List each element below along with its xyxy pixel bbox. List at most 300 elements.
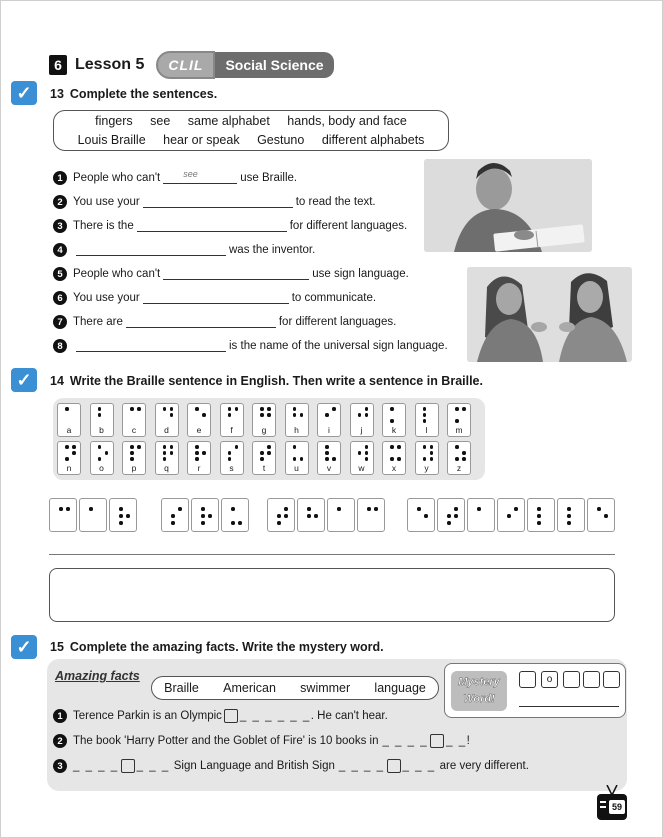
answer-blank[interactable]	[143, 196, 293, 208]
braille-dot	[238, 521, 242, 525]
braille-letter-b	[90, 403, 114, 437]
braille-letter-c	[122, 403, 146, 437]
sentence-number: 6	[53, 291, 67, 305]
braille-dot	[537, 507, 541, 511]
braille-dot	[170, 451, 174, 455]
braille-letter-k	[382, 403, 406, 437]
braille-letter-label: a	[66, 425, 72, 435]
braille-letter-g	[252, 403, 276, 437]
braille-dot	[430, 451, 434, 455]
braille-letter-l	[415, 403, 439, 437]
braille-dot	[567, 507, 571, 511]
fact-text-middle: Sign Language and British Sign	[173, 760, 335, 772]
braille-dot	[130, 445, 134, 449]
braille-sentence-cell	[587, 498, 615, 532]
braille-dot	[455, 419, 459, 423]
braille-dot	[119, 514, 123, 518]
braille-letter-r	[187, 441, 211, 475]
girls-signing-photo	[467, 267, 632, 362]
braille-letter-label: y	[424, 463, 429, 473]
braille-dot	[98, 407, 102, 411]
braille-letter-w	[350, 441, 374, 475]
braille-letter-e	[187, 403, 211, 437]
braille-letter-label: q	[164, 463, 169, 473]
tv-speaker-icon	[600, 806, 606, 808]
fact-text-after: are very different.	[439, 760, 529, 772]
braille-dot	[163, 407, 167, 411]
word-bank-item: same alphabet	[187, 114, 270, 128]
page-number: 59	[609, 800, 625, 814]
braille-sentence-cell	[221, 498, 249, 532]
mystery-label-line-1: Mystery	[458, 676, 500, 688]
braille-letter-y	[415, 441, 439, 475]
braille-letter-label: g	[261, 425, 267, 435]
braille-letter-s	[220, 441, 244, 475]
braille-dot	[325, 457, 329, 461]
braille-dot	[267, 407, 271, 411]
braille-dot	[260, 451, 264, 455]
braille-dot	[597, 507, 601, 511]
lesson-header	[49, 51, 334, 79]
answer-blank[interactable]	[143, 292, 289, 304]
amazing-facts-label: Amazing facts	[55, 669, 140, 683]
braille-letter-label: m	[455, 425, 463, 435]
braille-dot	[202, 413, 206, 417]
braille-dot	[307, 507, 311, 511]
braille-dot	[119, 507, 123, 511]
braille-dot	[98, 457, 102, 461]
braille-letter-label: e	[196, 425, 202, 435]
braille-dot	[537, 521, 541, 525]
braille-dot	[98, 445, 102, 449]
braille-dot	[231, 521, 235, 525]
braille-dot	[337, 507, 341, 511]
braille-dot	[195, 457, 199, 461]
fact-1	[53, 709, 388, 723]
letter-dashes[interactable]: _ _ _ _ _ _	[239, 710, 311, 722]
braille-dot	[130, 407, 134, 411]
fact-number-2-icon: 2	[53, 734, 67, 748]
braille-sentence-cell	[49, 498, 77, 532]
braille-dot	[300, 413, 304, 417]
sentence-4	[53, 243, 315, 257]
mystery-letter-slot[interactable]	[121, 759, 135, 773]
braille-letter-p	[122, 441, 146, 475]
mystery-letter-box[interactable]	[603, 671, 620, 688]
mystery-letter-box: o	[541, 671, 558, 688]
braille-dot	[430, 457, 434, 461]
mystery-word-label	[451, 671, 507, 711]
braille-letter-v	[317, 441, 341, 475]
braille-dot	[367, 507, 371, 511]
braille-dot	[65, 407, 69, 411]
word-bank-item: swimmer	[300, 681, 351, 695]
braille-dot	[365, 413, 369, 417]
subject-label: Social Science	[215, 52, 333, 78]
braille-dot	[567, 514, 571, 518]
answer-blank[interactable]	[76, 340, 226, 352]
braille-letter-label: t	[262, 463, 266, 473]
braille-dot	[228, 413, 232, 417]
braille-sentence-cell	[357, 498, 385, 532]
braille-dot	[267, 445, 271, 449]
braille-sentence-cell	[267, 498, 295, 532]
braille-dot	[195, 445, 199, 449]
braille-writing-box[interactable]	[49, 568, 615, 622]
sentence-number: 7	[53, 315, 67, 329]
braille-sentence-cell	[79, 498, 107, 532]
lesson-title: Lesson 5	[75, 56, 145, 73]
braille-dot	[325, 451, 329, 455]
braille-dot	[358, 413, 362, 417]
fact-number-1-icon: 1	[53, 709, 67, 723]
braille-dot	[195, 451, 199, 455]
mystery-word-line[interactable]	[519, 706, 619, 707]
sentence-text-before: People who can't	[73, 172, 161, 184]
braille-dot	[447, 514, 451, 518]
sentence-number: 5	[53, 267, 67, 281]
braille-dot	[293, 407, 297, 411]
braille-dot	[462, 451, 466, 455]
braille-dot	[365, 457, 369, 461]
braille-letter-label: d	[164, 425, 169, 435]
braille-dot	[390, 407, 394, 411]
braille-letter-u	[285, 441, 309, 475]
braille-dot	[423, 407, 427, 411]
mystery-word-box	[444, 663, 626, 718]
letter-dashes[interactable]: _ _ _	[136, 760, 170, 772]
mystery-letter-slot[interactable]	[224, 709, 238, 723]
sentence-1	[53, 171, 297, 185]
braille-dot	[137, 445, 141, 449]
braille-dot	[65, 445, 69, 449]
braille-dot	[170, 407, 174, 411]
fact-text-after: !	[466, 735, 470, 747]
braille-letter-label: s	[229, 463, 234, 473]
mystery-label-line-2: Word!	[463, 693, 495, 705]
braille-letter-label: l	[425, 425, 428, 435]
sentence-6	[53, 291, 376, 305]
exercise-14-instruction: Write the Braille sentence in English. Then write a sentence in Braille.	[69, 374, 483, 388]
exercise-14-title	[50, 374, 483, 388]
braille-dot	[417, 507, 421, 511]
braille-dot	[454, 514, 458, 518]
braille-dot	[430, 445, 434, 449]
braille-letter-label: b	[99, 425, 104, 435]
sentence-3	[53, 219, 407, 233]
word-bank-item: hear or speak	[163, 133, 240, 147]
word-bank-15	[151, 676, 439, 700]
sentence-text-before: There is the	[73, 220, 134, 232]
fact-text-before: The book 'Harry Potter and the Goblet of Fire' is 10 books in	[73, 735, 379, 747]
braille-letter-label: r	[197, 463, 201, 473]
sentence-number: 2	[53, 195, 67, 209]
sentence-text-after: use Braille.	[240, 172, 298, 184]
braille-sentence-cell	[191, 498, 219, 532]
letter-dashes[interactable]: _ _	[446, 735, 467, 747]
braille-dot	[293, 457, 297, 461]
braille-letter-j	[350, 403, 374, 437]
braille-letter-label: c	[131, 425, 137, 435]
braille-sentence-cell	[467, 498, 495, 532]
sentence-text-after: for different languages.	[289, 220, 408, 232]
braille-dot	[98, 413, 102, 417]
braille-dot	[277, 521, 281, 525]
answer-blank[interactable]	[126, 316, 276, 328]
exercise-13-title	[50, 87, 217, 101]
braille-dot	[163, 451, 167, 455]
braille-dot	[72, 451, 76, 455]
mystery-letter-box[interactable]	[583, 671, 600, 688]
braille-letter-label: j	[360, 425, 363, 435]
word-bank-item: language	[374, 681, 426, 695]
sentence-text-after: use sign language.	[312, 268, 409, 280]
braille-letter-label: o	[99, 463, 104, 473]
boy-reading-braille-photo	[424, 159, 592, 252]
braille-dot	[66, 507, 70, 511]
tv-speaker-icon	[600, 801, 606, 803]
braille-dot	[332, 407, 336, 411]
lesson-number: 6	[49, 55, 67, 75]
braille-dot	[397, 457, 401, 461]
sentence-number: 3	[53, 219, 67, 233]
braille-dot	[72, 445, 76, 449]
sentence-text-before: You use your	[73, 196, 140, 208]
fact-text-before: Terence Parkin is an Olympic	[73, 710, 222, 722]
braille-dot	[163, 445, 167, 449]
sentence-text-after: for different languages.	[278, 316, 397, 328]
braille-dot	[201, 514, 205, 518]
braille-dot	[455, 407, 459, 411]
braille-dot	[462, 407, 466, 411]
braille-dot	[171, 514, 175, 518]
exercise-13-number: 13	[50, 87, 64, 101]
braille-dot	[604, 514, 608, 518]
sentence-5	[53, 267, 409, 281]
braille-dot	[170, 413, 174, 417]
braille-dot	[307, 514, 311, 518]
answer-blank[interactable]	[163, 268, 309, 280]
braille-dot	[447, 521, 451, 525]
letter-dashes[interactable]: _ _ _	[402, 760, 436, 772]
braille-letter-x	[382, 441, 406, 475]
sentence-text-after: was the inventor.	[229, 244, 316, 256]
word-bank-13	[53, 110, 449, 151]
mystery-letter-slot[interactable]	[430, 734, 444, 748]
answer-blank[interactable]	[76, 244, 226, 256]
answer-blank[interactable]	[163, 169, 237, 184]
braille-dot	[267, 451, 271, 455]
braille-dot	[325, 445, 329, 449]
braille-dot	[507, 514, 511, 518]
braille-dot	[126, 514, 130, 518]
braille-letter-q	[155, 441, 179, 475]
braille-sentence-cell	[557, 498, 585, 532]
braille-dot	[423, 445, 427, 449]
braille-letter-label: f	[230, 425, 233, 435]
braille-dot	[195, 407, 199, 411]
sentence-text-before: People who can't	[73, 268, 161, 280]
braille-dot	[202, 451, 206, 455]
braille-letter-m	[447, 403, 471, 437]
word-bank-item: different alphabets	[321, 133, 425, 147]
braille-sentence-cell	[109, 498, 137, 532]
word-bank-row-1	[54, 112, 448, 131]
word-bank-item: Gestuno	[257, 133, 305, 147]
braille-dot	[228, 407, 232, 411]
braille-dot	[231, 507, 235, 511]
mystery-letter-slot[interactable]	[387, 759, 401, 773]
braille-sentence-cell	[161, 498, 189, 532]
word-bank-item: fingers	[95, 114, 133, 128]
braille-dot	[454, 507, 458, 511]
braille-letter-label: p	[131, 463, 137, 473]
braille-letter-h	[285, 403, 309, 437]
braille-dot	[537, 514, 541, 518]
page-number-badge	[597, 794, 627, 820]
braille-dot	[260, 413, 264, 417]
braille-dot	[365, 445, 369, 449]
braille-dot	[390, 419, 394, 423]
braille-dot	[423, 419, 427, 423]
braille-dot	[390, 457, 394, 461]
sentence-8	[53, 339, 448, 353]
braille-dot	[201, 507, 205, 511]
braille-dot	[267, 413, 271, 417]
sentence-text-before: There are	[73, 316, 123, 328]
braille-dot	[170, 445, 174, 449]
braille-letter-i	[317, 403, 341, 437]
braille-dot	[228, 457, 232, 461]
exercise-15-title	[50, 640, 384, 654]
mystery-letter-box[interactable]	[563, 671, 580, 688]
braille-sentence-cell	[297, 498, 325, 532]
example-answer: see	[183, 169, 198, 179]
mystery-letter-box[interactable]	[519, 671, 536, 688]
clil-label: CLIL	[156, 51, 215, 79]
letter-dashes[interactable]: _ _ _ _	[73, 760, 119, 772]
braille-letter-label: v	[326, 463, 332, 473]
braille-letter-label: x	[391, 463, 397, 473]
braille-dot	[65, 457, 69, 461]
braille-dot	[358, 451, 362, 455]
braille-letter-label: w	[358, 463, 365, 473]
braille-sentence-cell	[497, 498, 525, 532]
braille-dot	[284, 507, 288, 511]
braille-dot	[89, 507, 93, 511]
braille-dot	[130, 451, 134, 455]
braille-dot	[390, 445, 394, 449]
braille-dot	[235, 445, 239, 449]
braille-dot	[314, 514, 318, 518]
braille-dot	[462, 457, 466, 461]
braille-dot	[365, 451, 369, 455]
sentence-number: 4	[53, 243, 67, 257]
exercise-15-checkbox-icon[interactable]: ✓	[11, 635, 37, 659]
braille-dot	[119, 521, 123, 525]
braille-sentence-cell	[527, 498, 555, 532]
braille-dot	[293, 413, 297, 417]
word-bank-item: see	[150, 114, 171, 128]
braille-dot	[423, 457, 427, 461]
braille-dot	[397, 445, 401, 449]
word-bank-item: Louis Braille	[77, 133, 146, 147]
exercise-14-number: 14	[50, 374, 64, 388]
braille-dot	[514, 507, 518, 511]
braille-dot	[424, 514, 428, 518]
word-bank-item: hands, body and face	[287, 114, 407, 128]
braille-letter-o	[90, 441, 114, 475]
letter-dashes[interactable]: _ _ _ _	[382, 735, 429, 747]
braille-letter-t	[252, 441, 276, 475]
braille-dot	[59, 507, 63, 511]
braille-dot	[374, 507, 378, 511]
fact-number-3-icon: 3	[53, 759, 67, 773]
braille-letter-label: n	[66, 463, 72, 473]
fact-text-after: . He can't hear.	[310, 710, 388, 722]
exercise-13-instruction: Complete the sentences.	[69, 87, 218, 101]
braille-sentence-cell	[407, 498, 435, 532]
braille-dot	[105, 451, 109, 455]
braille-sentence-cell	[327, 498, 355, 532]
braille-dot	[163, 457, 167, 461]
braille-letter-z	[447, 441, 471, 475]
braille-dot	[130, 457, 134, 461]
subject-banner	[156, 51, 333, 79]
braille-dot	[201, 521, 205, 525]
braille-dot	[300, 457, 304, 461]
braille-dot	[277, 514, 281, 518]
braille-dot	[332, 457, 336, 461]
sentence-number: 1	[53, 171, 67, 185]
braille-dot	[455, 457, 459, 461]
braille-letter-label: i	[328, 425, 330, 435]
exercise-15-number: 15	[50, 640, 64, 654]
braille-letter-n	[57, 441, 81, 475]
fact-2	[53, 734, 470, 748]
braille-dot	[325, 413, 329, 417]
braille-letter-f	[220, 403, 244, 437]
sentence-2	[53, 195, 376, 209]
word-bank-row-2	[54, 131, 448, 150]
braille-letter-a	[57, 403, 81, 437]
braille-dot	[235, 407, 239, 411]
exercise-14-checkbox-icon[interactable]: ✓	[11, 368, 37, 392]
letter-dashes[interactable]: _ _ _ _	[338, 760, 385, 772]
braille-letter-label: h	[294, 425, 299, 435]
braille-letter-label: u	[294, 463, 299, 473]
braille-dot	[178, 507, 182, 511]
sentence-text-after: is the name of the universal sign language.	[229, 340, 448, 352]
exercise-13-checkbox-icon[interactable]: ✓	[11, 81, 37, 105]
braille-dot	[284, 514, 288, 518]
sentence-text-before: You use your	[73, 292, 140, 304]
answer-blank[interactable]	[137, 220, 287, 232]
exercise-15-instruction: Complete the amazing facts. Write the mystery word.	[69, 640, 384, 654]
answer-line[interactable]	[49, 554, 615, 555]
braille-dot	[208, 514, 212, 518]
word-bank-item: Braille	[164, 681, 199, 695]
braille-dot	[567, 521, 571, 525]
sentence-text-after: to read the text.	[295, 196, 376, 208]
braille-dot	[477, 507, 481, 511]
braille-dot	[293, 445, 297, 449]
braille-sentence-cell	[437, 498, 465, 532]
braille-dot	[455, 445, 459, 449]
braille-dot	[365, 407, 369, 411]
braille-dot	[260, 407, 264, 411]
sentence-number: 8	[53, 339, 67, 353]
